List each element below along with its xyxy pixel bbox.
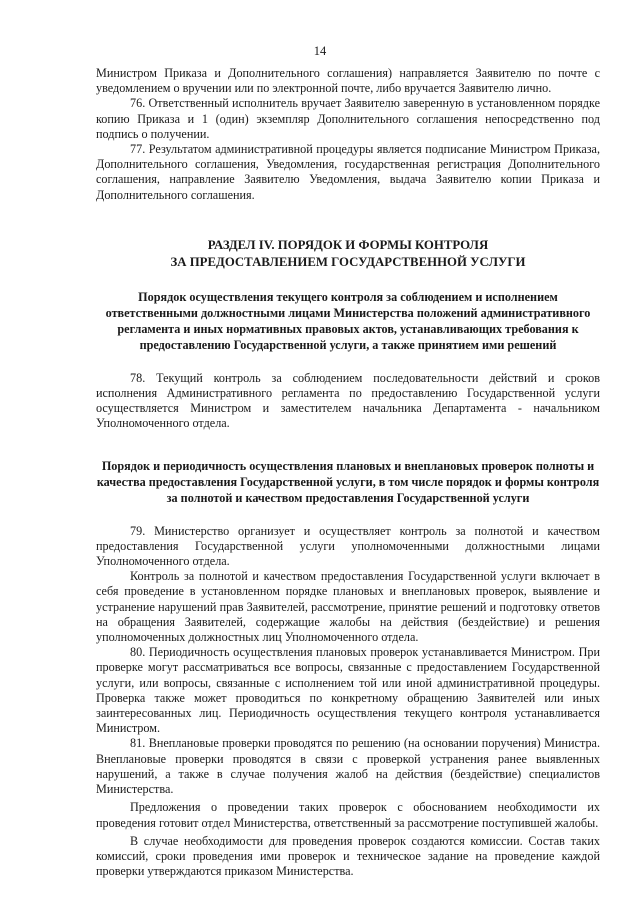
section-title-line-1: РАЗДЕЛ IV. ПОРЯДОК И ФОРМЫ КОНТРОЛЯ (207, 237, 489, 252)
section-title (96, 237, 600, 271)
paragraph-81-proposals: Предложения о проведении таких проверок с обоснованием необходимости их проведения готовит отдел Министерства, ответственный за рассмотрение поступившей жалобы. (96, 800, 600, 830)
paragraph-76: 76. Ответственный исполнитель вручает Заявителю заверенную в установленном порядке копию Приказа и 1 (один) экземпляр Дополнительного соглашения непосредственно под подпись о получении. (96, 96, 600, 141)
paragraph-79-continued: Контроль за полнотой и качеством предоставления Государственной услуги включает в себя проведение в установленном порядке плановых и внеплановых проверок, выявление и устранение нарушений прав Заявителей, рассмотрение, принятие решений и подготовку ответов на обращения Заявителей, содержащие жалобы на действия (бездействие) и решения уполномоченных должностных лиц Уполномоченного отдела. (96, 569, 600, 645)
page-number: 14 (313, 44, 327, 58)
paragraph-81: 81. Внеплановые проверки проводятся по решению (на основании поручения) Министра. Внеплановые проверки проводятся в связи с проверкой устранения ранее выявленных нарушений, а также в случае получения жалоб на действия (бездействие) специалистов Министерства. (96, 736, 600, 797)
paragraph-81-commissions: В случае необходимости для проведения проверок создаются комиссии. Состав таких комиссий, сроки проведения ими проверок и техническое задание на проведение каждой проверки утверждаются приказом Министерства. (96, 833, 600, 879)
paragraph-79: 79. Министерство организует и осуществляет контроль за полнотой и качеством предоставления Государственной услуги уполномоченными должностными лицами Уполномоченного отдела. (96, 523, 600, 569)
section-title-line-2: ЗА ПРЕДОСТАВЛЕНИЕМ ГОСУДАРСТВЕННОЙ УСЛУГИ (170, 254, 526, 269)
subsection-heading-inspections: Порядок и периодичность осуществления плановых и внеплановых проверок полноты и качества предоставления Государственной услуги, в том числе порядок и формы контроля за полнотой и качеством предоставления Государственной услуги (96, 458, 600, 505)
page-body (96, 66, 600, 879)
paragraph-78: 78. Текущий контроль за соблюдением последовательности действий и сроков исполнения Административного регламента по предоставлению Государственной услуги осуществляется Министром и заместителем начальника Департамента - начальником Уполномоченного отдела. (96, 370, 600, 431)
paragraph-77: 77. Результатом административной процедуры является подписание Министром Приказа, Дополнительного соглашения, Уведомления, государственная регистрация Дополнительного соглашения, направление Заявителю Уведомления, выдача Заявителю копии Приказа и Дополнительного соглашения. (96, 142, 600, 202)
subsection-heading-current-control: Порядок осуществления текущего контроля за соблюдением и исполнением ответственными должностными лицами Министерства положений административного регламента и иных нормативных правовых актов, устанавливающих требования к предоставлению Государственной услуги, а также принятием ими решений (105, 289, 591, 352)
paragraph-80: 80. Периодичность осуществления плановых проверок устанавливается Министром. При проверке могут рассматриваться все вопросы, связанные с предоставлением Государственной услуги, или вопросы, связанные с исполнением той или иной административной процедуры. Проверка также может проводиться по конкретному обращению Заявителей или иных заинтересованных лиц. Периодичность осуществления текущего контроля устанавливается Министром. (96, 645, 600, 736)
paragraph-continuation: Министром Приказа и Дополнительного соглашения) направляется Заявителю по почте с уведомлением о вручении или по электронной почте, либо вручается Заявителю лично. (96, 66, 600, 96)
